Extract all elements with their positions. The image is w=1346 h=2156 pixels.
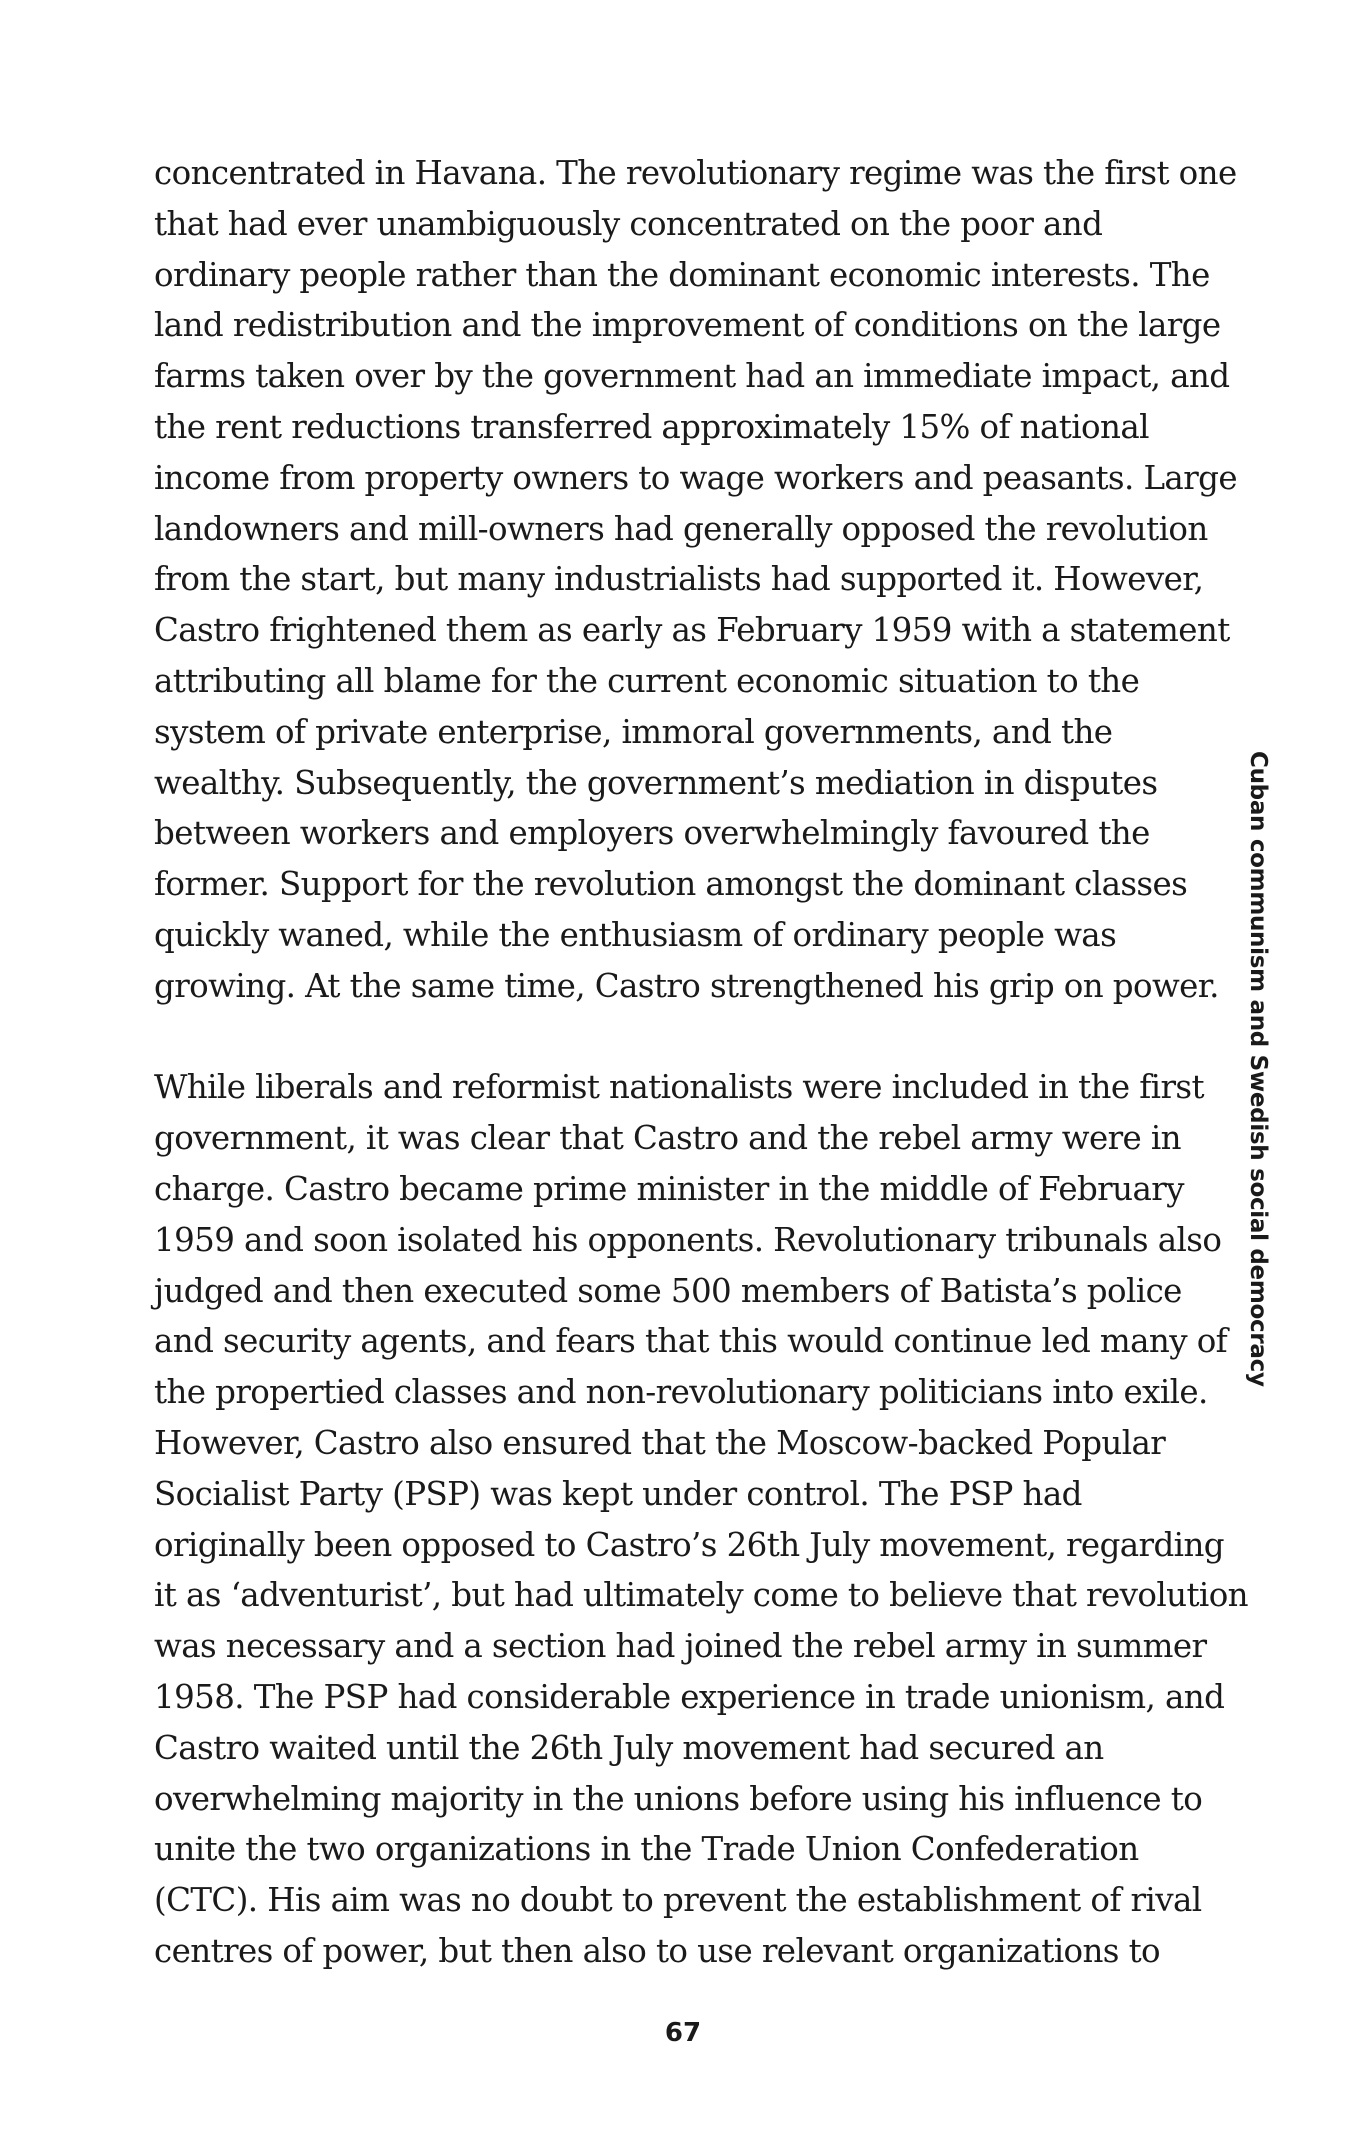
text-line: system of private enterprise, immoral governments, and the	[154, 712, 1113, 751]
text-line: that had ever unambiguously concentrated on the poor and	[154, 204, 1103, 243]
text-line: However, Castro also ensured that the Moscow-backed Popular	[154, 1423, 1166, 1462]
text-line: the rent reductions transferred approximately 15% of national	[154, 407, 1149, 446]
body-text	[154, 148, 1249, 1977]
text-line: (CTC). His aim was no doubt to prevent the establishment of rival	[154, 1881, 1202, 1920]
text-line: 1958. The PSP had considerable experience in trade unionism, and	[154, 1677, 1225, 1716]
text-line: quickly waned, while the enthusiasm of ordinary people was	[154, 915, 1117, 954]
text-line: wealthy. Subsequently, the government’s mediation in disputes	[154, 763, 1158, 802]
text-line: from the start, but many industrialists had supported it. However,	[154, 560, 1204, 599]
text-line: government, it was clear that Castro and the rebel army were in	[154, 1119, 1182, 1158]
text-line: former. Support for the revolution amongst the dominant classes	[154, 865, 1188, 904]
text-line: originally been opposed to Castro’s 26th July movement, regarding	[154, 1525, 1225, 1564]
text-line: centres of power, but then also to use relevant organizations to	[154, 1931, 1161, 1970]
text-line: between workers and employers overwhelmingly favoured the	[154, 814, 1150, 853]
paragraph-2	[154, 1062, 1249, 1976]
text-line: income from property owners to wage workers and peasants. Large	[154, 458, 1237, 497]
text-line: the propertied classes and non-revolutionary politicians into exile.	[154, 1373, 1208, 1412]
text-line: judged and then executed some 500 members of Batista’s police	[154, 1271, 1182, 1310]
text-line: was necessary and a section had joined the rebel army in summer	[154, 1627, 1207, 1666]
text-line: concentrated in Havana. The revolutionary regime was the first one	[154, 154, 1237, 192]
text-line: it as ‘adventurist’, but had ultimately come to believe that revolution	[154, 1576, 1249, 1615]
paragraph-spacer	[154, 1012, 1229, 1063]
text-line: growing. At the same time, Castro strengthened his grip on power.	[154, 966, 1219, 1005]
text-line: unite the two organizations in the Trade Union Confederation	[154, 1830, 1139, 1869]
text-line: landowners and mill-owners had generally opposed the revolution	[154, 509, 1208, 548]
text-line: Castro waited until the 26th July movement had secured an	[154, 1728, 1104, 1767]
text-line: attributing all blame for the current economic situation to the	[154, 661, 1140, 700]
text-line: land redistribution and the improvement of conditions on the large	[154, 306, 1221, 345]
text-line: ordinary people rather than the dominant economic interests. The	[154, 255, 1210, 294]
text-line: and security agents, and fears that this would continue led many of	[154, 1322, 1228, 1361]
text-line: 1959 and soon isolated his opponents. Revolutionary tribunals also	[154, 1220, 1222, 1259]
text-line: Castro frightened them as early as February 1959 with a statement	[154, 611, 1230, 650]
text-line: overwhelming majority in the unions before using his influence to	[154, 1779, 1203, 1818]
text-line: charge. Castro became prime minister in the middle of February	[154, 1169, 1184, 1208]
running-head: Cuban communism and Swedish social democracy	[1245, 751, 1271, 1387]
paragraph-1	[154, 148, 1237, 1012]
text-line: While liberals and reformist nationalists were included in the first	[154, 1068, 1204, 1107]
text-line: Socialist Party (PSP) was kept under control. The PSP had	[154, 1474, 1082, 1513]
text-line: farms taken over by the government had an immediate impact, and	[154, 357, 1230, 396]
page-number: 67	[664, 2018, 702, 2048]
